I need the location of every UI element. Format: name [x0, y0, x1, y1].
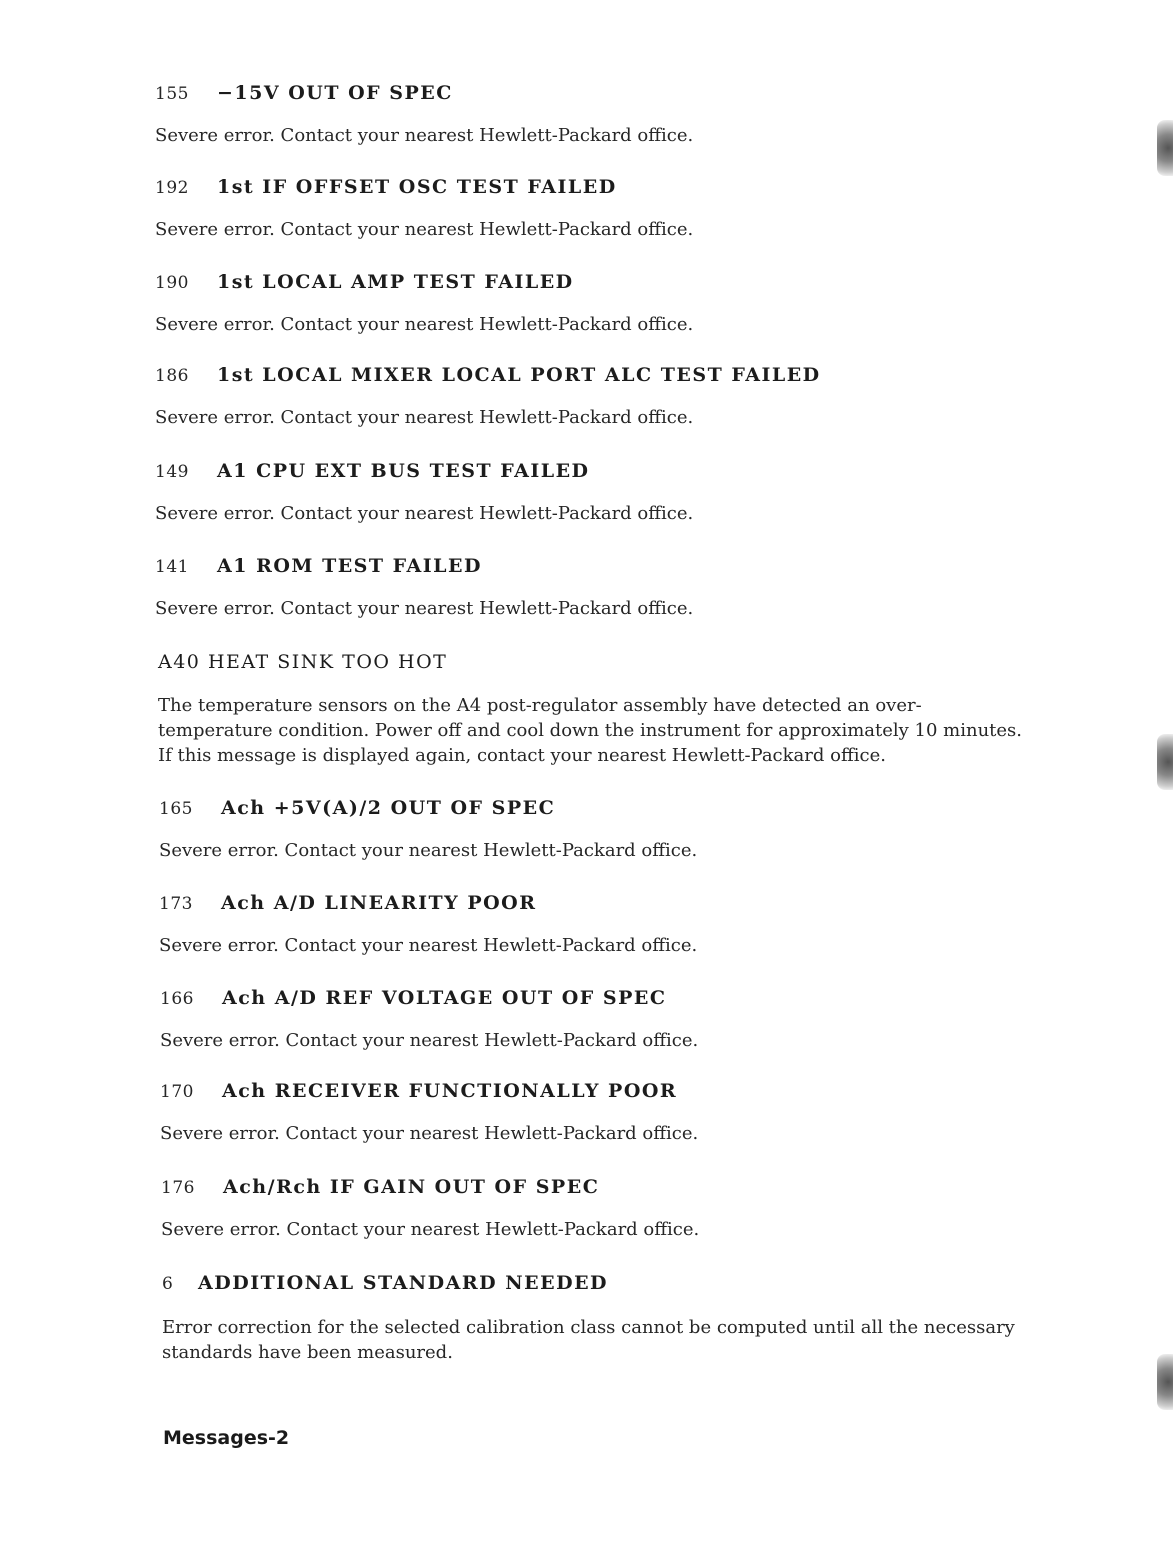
- message-description: [158, 693, 1078, 768]
- message-entry: [159, 890, 1089, 958]
- message-heading: [162, 1270, 1092, 1297]
- message-heading: [155, 458, 1085, 485]
- message-description: Severe error. Contact your nearest Hewlett-Packard office.: [159, 935, 698, 956]
- description-line: temperature condition. Power off and cool down the instrument for approximately 10 minutes.: [158, 720, 1023, 741]
- message-code: 155: [155, 84, 189, 104]
- message-heading: [155, 553, 1085, 580]
- message-title: A40 HEAT SINK TOO HOT: [158, 651, 448, 673]
- message-entry: [155, 269, 1085, 337]
- message-title: Ach A/D REF VOLTAGE OUT OF SPEC: [222, 987, 667, 1009]
- message-entry: [155, 174, 1085, 242]
- message-code: 165: [159, 799, 193, 819]
- message-code: 173: [159, 894, 193, 914]
- message-heading: [160, 1078, 1090, 1105]
- message-code: 190: [155, 273, 189, 293]
- message-heading: [155, 362, 1085, 389]
- message-title: Ach +5V(A)/2 OUT OF SPEC: [221, 797, 556, 819]
- description-line: Error correction for the selected calibration class cannot be computed until all the necessary: [162, 1317, 1015, 1338]
- message-description: Severe error. Contact your nearest Hewlett-Packard office.: [155, 125, 694, 146]
- message-code: 166: [160, 989, 194, 1009]
- message-heading: [159, 795, 1089, 822]
- message-description: Severe error. Contact your nearest Hewlett-Packard office.: [160, 1030, 699, 1051]
- message-description: [162, 1315, 1082, 1365]
- message-title: 1st LOCAL AMP TEST FAILED: [217, 271, 574, 293]
- message-title: ADDITIONAL STANDARD NEEDED: [198, 1272, 609, 1294]
- message-description: Severe error. Contact your nearest Hewlett-Packard office.: [155, 503, 694, 524]
- message-heading: [160, 985, 1090, 1012]
- message-entry: [160, 985, 1090, 1053]
- message-title: Ach A/D LINEARITY POOR: [221, 892, 537, 914]
- message-title: −15V OUT OF SPEC: [217, 82, 453, 104]
- message-description: Severe error. Contact your nearest Hewlett-Packard office.: [155, 219, 694, 240]
- message-heading: [159, 890, 1089, 917]
- message-heading: [155, 80, 1085, 107]
- message-entry: [161, 1174, 1091, 1242]
- binder-hole-mark: [1157, 120, 1173, 176]
- message-code: 186: [155, 366, 189, 386]
- page-number: Messages-2: [163, 1427, 290, 1449]
- message-description: Severe error. Contact your nearest Hewlett-Packard office.: [155, 314, 694, 335]
- binder-hole-mark: [1157, 734, 1173, 790]
- message-code: 141: [155, 557, 189, 577]
- message-description: Severe error. Contact your nearest Hewlett-Packard office.: [161, 1219, 700, 1240]
- message-title: Ach/Rch IF GAIN OUT OF SPEC: [223, 1176, 600, 1198]
- message-entry: [160, 1078, 1090, 1146]
- message-heading: [155, 269, 1085, 296]
- message-title: A1 CPU EXT BUS TEST FAILED: [217, 460, 590, 482]
- message-entry: [162, 1270, 1092, 1365]
- message-heading: [158, 649, 1088, 675]
- message-description: Severe error. Contact your nearest Hewlett-Packard office.: [159, 840, 698, 861]
- message-heading: [155, 174, 1085, 201]
- message-code: 192: [155, 178, 189, 198]
- message-code: 176: [161, 1178, 195, 1198]
- message-description: Severe error. Contact your nearest Hewlett-Packard office.: [155, 598, 694, 619]
- message-entry: [155, 80, 1085, 148]
- message-title: Ach RECEIVER FUNCTIONALLY POOR: [222, 1080, 678, 1102]
- message-entry: [158, 649, 1088, 768]
- message-code: 170: [160, 1082, 194, 1102]
- message-description: Severe error. Contact your nearest Hewlett-Packard office.: [160, 1123, 699, 1144]
- message-title: 1st LOCAL MIXER LOCAL PORT ALC TEST FAILED: [217, 364, 821, 386]
- message-entry: [155, 362, 1085, 430]
- message-title: 1st IF OFFSET OSC TEST FAILED: [217, 176, 617, 198]
- binder-hole-mark: [1157, 1354, 1173, 1410]
- message-title: A1 ROM TEST FAILED: [217, 555, 482, 577]
- message-code: 149: [155, 462, 189, 482]
- description-line: standards have been measured.: [162, 1342, 453, 1363]
- message-description: Severe error. Contact your nearest Hewlett-Packard office.: [155, 407, 694, 428]
- description-line: The temperature sensors on the A4 post-regulator assembly have detected an over-: [158, 695, 922, 716]
- description-line: If this message is displayed again, contact your nearest Hewlett-Packard office.: [158, 745, 886, 766]
- message-entry: [159, 795, 1089, 863]
- message-entry: [155, 553, 1085, 621]
- message-entry: [155, 458, 1085, 526]
- message-code: 6: [162, 1274, 174, 1294]
- message-heading: [161, 1174, 1091, 1201]
